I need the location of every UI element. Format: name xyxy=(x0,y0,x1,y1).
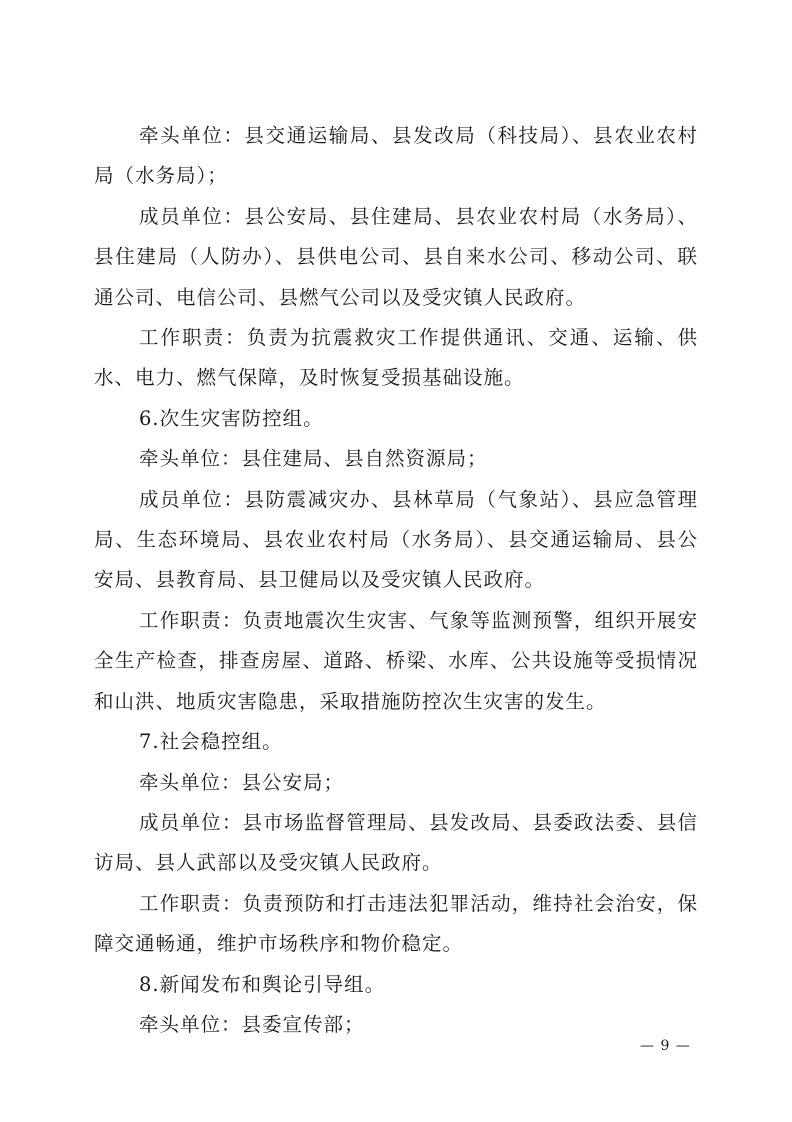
section-heading-6: 6.次生灾害防控组。 xyxy=(139,406,324,430)
paragraph-member-units-transport: 成员单位：县公安局、县住建局、县农业农村局（水务局）、县住建局（人防办）、县供电公司、县自来水公司、移动公司、联通公司、电信公司、县燃气公司以及受灾镇人民政府。 xyxy=(94,204,698,309)
paragraph-duties-transport: 工作职责：负责为抗震救灾工作提供通讯、交通、运输、供水、电力、燃气保障，及时恢复受损基础设施。 xyxy=(94,326,698,390)
page-number: — 9 — xyxy=(640,1038,691,1054)
paragraph-duties-7: 工作职责：负责预防和打击违法犯罪活动，维持社会治安，保障交通畅通，维护市场秩序和物价稳定。 xyxy=(94,891,698,956)
paragraph-member-units-6: 成员单位：县防震减灾办、县林草局（气象站）、县应急管理局、生态环境局、县农业农村局（水务局）、县交通运输局、县公安局、县教育局、县卫健局以及受灾镇人民政府。 xyxy=(94,487,698,592)
section-heading-8: 8.新闻发布和舆论引导组。 xyxy=(139,972,386,996)
paragraph-duties-6: 工作职责：负责地震次生灾害、气象等监测预警，组织开展安全生产检查，排查房屋、道路、桥梁、水库、公共设施等受损情况和山洪、地质灾害隐患，采取措施防控次生灾害的发生。 xyxy=(94,608,698,713)
body-text xyxy=(94,116,698,1045)
paragraph-lead-units-8: 牵头单位：县委宣传部； xyxy=(139,1012,365,1036)
section-heading-7: 7.社会稳控组。 xyxy=(139,730,283,754)
paragraph-lead-units-7: 牵头单位：县公安局； xyxy=(139,770,345,794)
paragraph-lead-units-transport: 牵头单位：县交通运输局、县发改局（科技局）、县农业农村局（水务局）； xyxy=(94,124,698,188)
paragraph-member-units-7: 成员单位：县市场监督管理局、县发改局、县委政法委、县信访局、县人武部以及受灾镇人民政府。 xyxy=(94,810,698,875)
paragraph-lead-units-6: 牵头单位：县住建局、县自然资源局； xyxy=(139,447,488,471)
